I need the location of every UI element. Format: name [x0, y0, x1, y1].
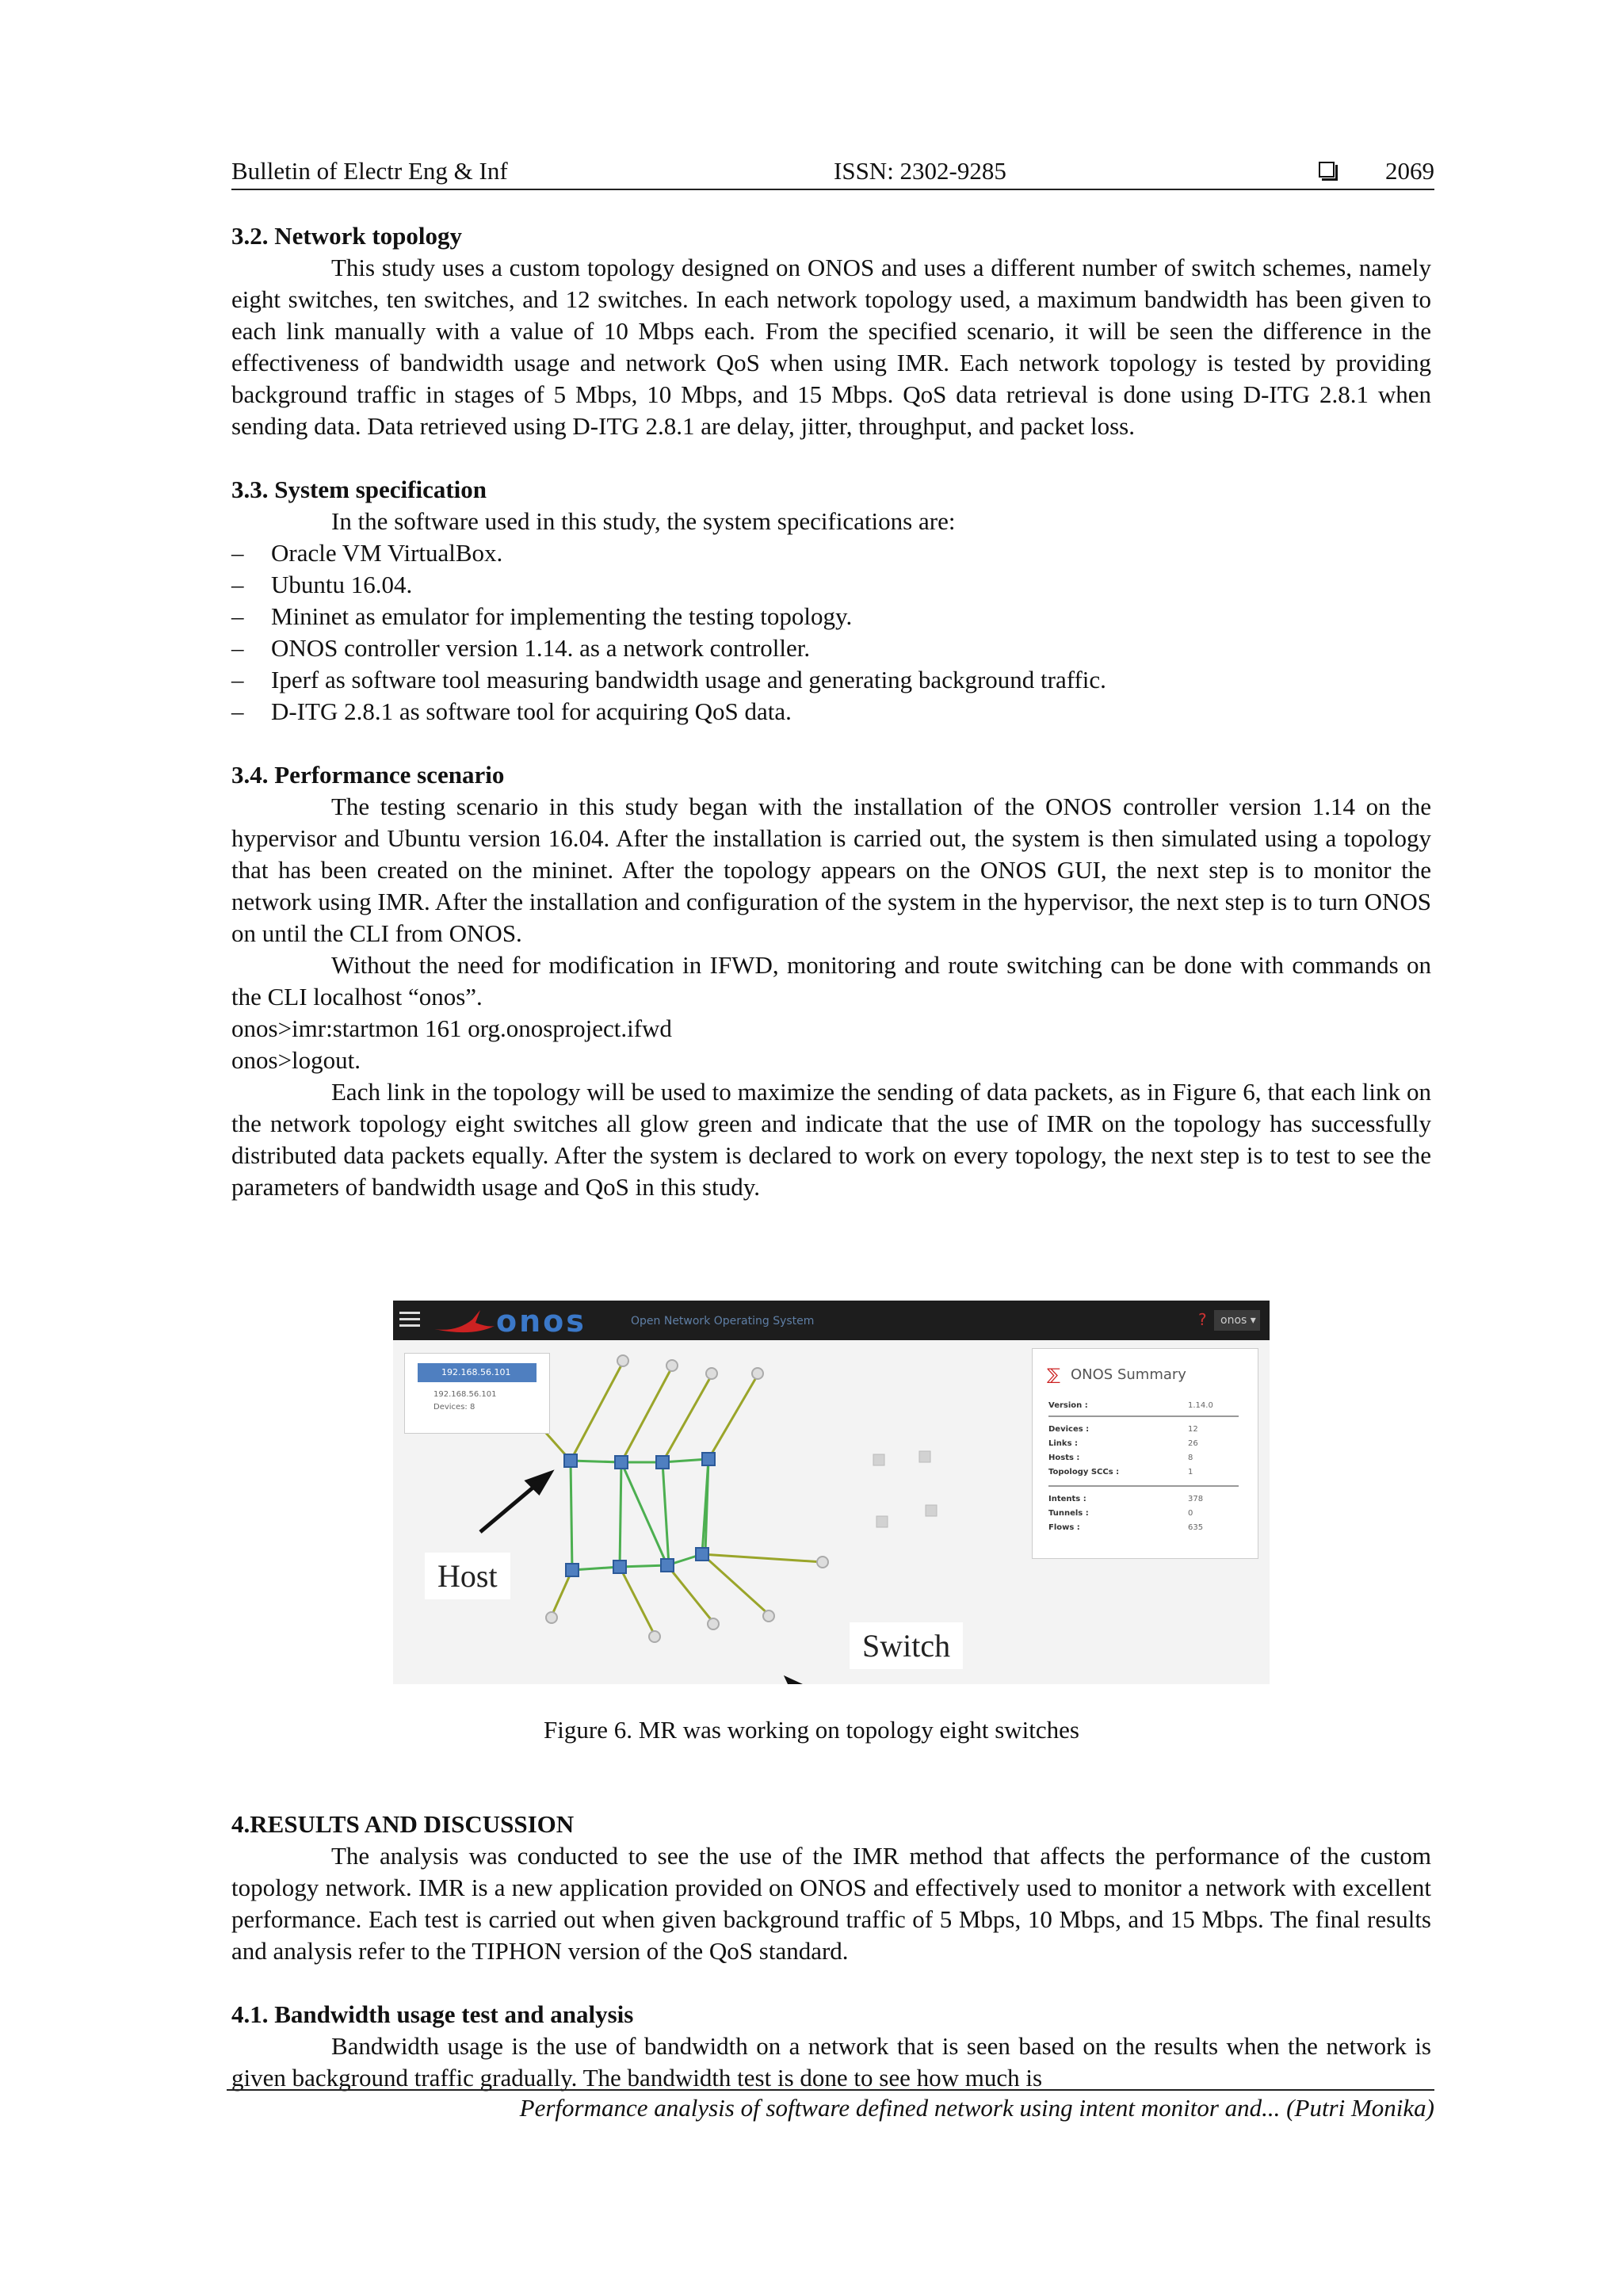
hamburger-menu-icon — [399, 1312, 420, 1328]
switch-label: Switch — [850, 1622, 963, 1669]
list-item: – D-ITG 2.8.1 as software tool for acquiring QoS data. — [231, 696, 1431, 728]
running-footer: Performance analysis of software defined network using intent monitor and... (Putri Monika) — [227, 2089, 1434, 2122]
issn: ISSN: 2302-9285 — [834, 157, 1006, 185]
cli-command-1: onos>imr:startmon 161 org.onosproject.ifwd — [231, 1014, 672, 1042]
host-node — [708, 1618, 719, 1629]
help-icon: ? — [1198, 1310, 1207, 1329]
host-node — [817, 1557, 828, 1568]
user-menu: onos ▾ — [1214, 1310, 1260, 1331]
journal-name: Bulletin of Electr Eng & Inf — [231, 157, 508, 185]
host-node — [617, 1355, 628, 1366]
topology-link — [571, 1461, 621, 1462]
onos-bird-logo-icon — [433, 1305, 496, 1337]
switch-node — [566, 1564, 579, 1576]
offline-device — [876, 1516, 888, 1527]
host-node — [649, 1631, 660, 1642]
section-4-paragraph: The analysis was conducted to see the use of the IMR method that affects the performance of the custom topology network. IMR is a new application provided on ONOS and effectively used to monitor a network with excellent performance. Each test is carried out when given background traffic of 5 Mbps, 10 Mbps, and 15 Mbps. The final results and analysis refer to the TIPHON version of the QoS standard. — [231, 1842, 1431, 1965]
topology-link — [620, 1567, 655, 1635]
switch-node — [702, 1453, 715, 1465]
summary-title: ONOS Summary — [1071, 1366, 1186, 1383]
onos-bird-icon: ⅀ — [1047, 1365, 1060, 1384]
body-text — [231, 220, 1431, 1203]
onos-tagline: Open Network Operating System — [631, 1315, 815, 1328]
spec-list — [231, 537, 1431, 728]
host-node — [666, 1360, 678, 1371]
host-label: Host — [425, 1553, 510, 1599]
host-node — [752, 1368, 763, 1379]
host-node — [763, 1610, 774, 1622]
host-arrow-icon — [480, 1481, 540, 1532]
onos-top-bar — [393, 1301, 1270, 1340]
device-sub-ip: 192.168.56.101 — [433, 1390, 497, 1399]
onos-summary-panel: ⅀ ONOS Summary Version : 1.14.0 Devices : 12 Links : 26 Hosts : 8 Topology SCCs : 1 Intents : 378 Tunnels : 0 Flows : 635 — [1032, 1348, 1258, 1559]
switch-node — [564, 1454, 577, 1467]
onos-logo-text: onos — [496, 1304, 586, 1339]
switch-node — [696, 1548, 708, 1561]
section-3-3-intro: In the software used in this study, the system specifications are: — [331, 507, 956, 535]
switch-node — [661, 1559, 674, 1572]
section-3-4-paragraph-2: Without the need for modification in IFWD, monitoring and route switching can be done with commands on the CLI localhost “onos”. — [231, 951, 1431, 1010]
offline-device — [919, 1451, 930, 1462]
topology-link — [705, 1459, 708, 1553]
switch-node — [613, 1561, 626, 1573]
switch-node — [656, 1456, 669, 1469]
section-4-1-heading: 4.1. Bandwidth usage test and analysis — [231, 2000, 634, 2028]
topology-link — [663, 1462, 669, 1565]
switch-arrowhead-icon — [788, 1679, 808, 1684]
host-node — [706, 1368, 717, 1379]
offline-device — [873, 1454, 884, 1465]
body-text-section-4 — [231, 1809, 1431, 2094]
cli-command-2: onos>logout. — [231, 1046, 361, 1074]
section-4-1-paragraph: Bandwidth usage is the use of bandwidth on a network that is seen based on the results when the network is given background traffic gradually. The bandwidth test is done to see how much is — [231, 2032, 1431, 2092]
offline-device — [926, 1505, 937, 1516]
section-3-2-paragraph: This study uses a custom topology designed on ONOS and uses a different number of switch schemes, namely eight switches, ten switches, and 12 switches. In each network topology used, a maximum bandwidth has been given to each link manually with a value of 10 Mbps each. From the specified scenario, it will be seen the difference in the effectiveness of bandwidth usage and network QoS when using IMR. Each network topology is tested by providing background traffic in stages of 5 Mbps, 10 Mbps, and 15 Mbps. QoS data retrieval is done using D-ITG 2.8.1 when sending data. Data retrieved using D-ITG 2.8.1 are delay, jitter, throughput, and packet loss. — [231, 254, 1431, 440]
section-4-title: RESULTS AND DISCUSSION — [250, 1810, 575, 1838]
page-box-icon — [1319, 162, 1335, 178]
topology-link — [708, 1375, 758, 1459]
device-count: Devices: 8 — [433, 1403, 475, 1412]
section-3-4-paragraph-1: The testing scenario in this study began with the installation of the ONOS controller version 1.14 on the hypervisor and Ubuntu version 16.04. After the installation is carried out, the system is then simulated using a topology that has been created on the mininet. After the topology appears on the ONOS GUI, the next step is to monitor the network using IMR. After the installation and configuration of the system in the hypervisor, the next step is to turn ONOS on until the CLI from ONOS. — [231, 793, 1431, 947]
device-panel — [404, 1353, 550, 1434]
host-node — [546, 1612, 557, 1623]
list-item: – Iperf as software tool measuring bandwidth usage and generating background traffic. — [231, 664, 1431, 696]
topology-link — [702, 1554, 769, 1614]
list-item: – Oracle VM VirtualBox. — [231, 537, 1431, 569]
section-4-number: 4. — [231, 1810, 250, 1838]
section-3-4-heading: 3.4. Performance scenario — [231, 761, 505, 789]
topology-link — [620, 1462, 621, 1567]
running-header — [231, 154, 1434, 190]
figure-caption: Figure 6. MR was working on topology eight switches — [544, 1716, 1079, 1744]
topology-link — [571, 1461, 572, 1570]
section-4-heading — [231, 1809, 1431, 1840]
topology-link — [621, 1462, 667, 1565]
section-3-3-heading: 3.3. System specification — [231, 476, 487, 503]
switch-node — [615, 1456, 628, 1469]
section-3-2-heading: 3.2. Network topology — [231, 222, 463, 250]
topology-link — [571, 1362, 623, 1461]
section-3-4-paragraph-3: Each link in the topology will be used to maximize the sending of data packets, as in Figure 6, that each link on the network topology eight switches all glow green and indicate that the use of IMR on the topology has successfully distributed data packets equally. After the system is declared to work on every topology, the next step is to test to see the parameters of bandwidth usage and QoS in this study. — [231, 1078, 1431, 1201]
device-ip: 192.168.56.101 — [418, 1363, 537, 1382]
topology-link — [667, 1565, 713, 1622]
topology-link — [621, 1367, 672, 1462]
list-item: – Ubuntu 16.04. — [231, 569, 1431, 601]
topology-link — [702, 1554, 823, 1562]
list-item: – Mininet as emulator for implementing the testing topology. — [231, 601, 1431, 632]
figure-6-onos-screenshot — [393, 1301, 1270, 1684]
page-number: 2069 — [1385, 157, 1434, 185]
list-item: – ONOS controller version 1.14. as a network controller. — [231, 632, 1431, 664]
topology-link — [663, 1375, 712, 1462]
